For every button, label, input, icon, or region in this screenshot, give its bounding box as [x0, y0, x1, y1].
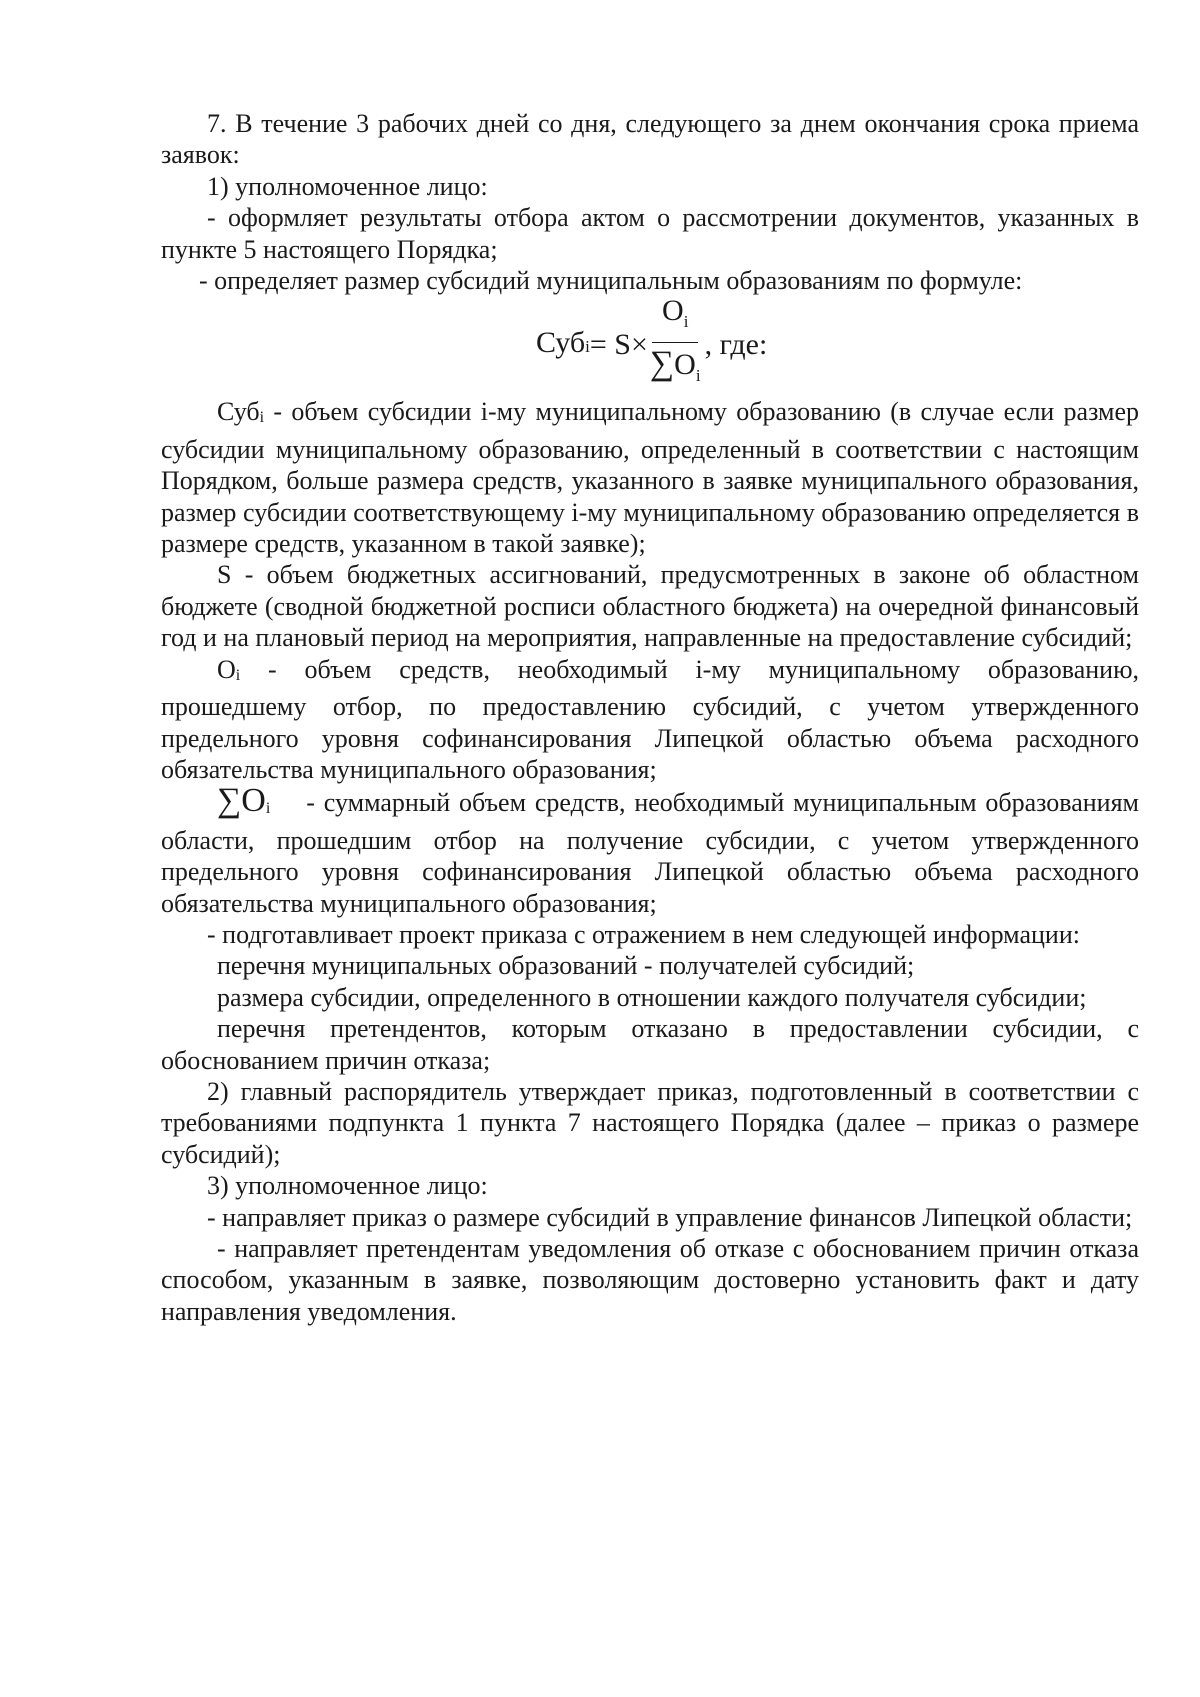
paragraph-7-intro: 7. В течение 3 рабочих дней со дня, следующего за днем окончания срока приема заявок: [161, 109, 1139, 170]
formula-numerator [652, 293, 698, 343]
formula-lhs [536, 327, 590, 362]
formula-denominator [650, 343, 701, 395]
def-o-symbol: O [217, 654, 236, 684]
denominator-symbol: O [674, 348, 696, 382]
def-sub-symbol: Суб [217, 397, 260, 427]
bullet-formula-intro: - определяет размер субсидий муниципальным образованиям по формуле: [199, 266, 1023, 296]
definition-sum-o-i [161, 782, 1139, 919]
def-o-subscript: i [235, 666, 241, 684]
definition-sub-i [161, 396, 1139, 559]
definition-s: S - объем бюджетных ассигнований, предусмотренных в законе об областном бюджете (сводной бюджетной росписи областного бюджета) на очередной финансовый год и на плановый период на мероприятия, направленные на предоставление субсидий; [161, 560, 1139, 653]
formula-expression [536, 294, 768, 388]
bullet-send-order: - направляет приказ о размере субсидий в управление финансов Липецкой области; [207, 1202, 1133, 1232]
formula-equals-s: = S× [589, 327, 648, 361]
document-page [161, 108, 1139, 1327]
definition-o-i [161, 654, 1139, 786]
denominator-subscript: i [695, 366, 701, 386]
subitem-1-heading: 1) уполномоченное лицо: [207, 171, 488, 201]
subitem-2-order-approval: 2) главный распорядитель утверждает приказ, подготовленный в соответствии с требованиями подпункта 1 пункта 7 настоящего Порядка (далее – приказ о размере субсидий); [161, 1076, 1139, 1169]
def-sum-symbol: O [241, 782, 266, 820]
bullet-prepare-order: - подготавливает проект приказа с отражением в нем следующей информации: [207, 919, 1080, 949]
formula-lhs-subscript: i [585, 336, 590, 356]
def-o-text: - объем средств, необходимый i-му муниципальному образованию, прошедшему отбор, по предоставлению субсидий, с учетом утвержденного предельного уровня софинансирования Липецкой областью объема расходного обязательства муниципального образования; [161, 654, 1139, 784]
def-sum-subscript: i [265, 800, 271, 818]
def-sum-sigma: ∑ [217, 782, 242, 820]
info-rejected-applicants: перечня претендентов, которым отказано в предоставлении субсидии, с обоснованием причин отказа; [161, 1014, 1139, 1075]
def-sum-formula [217, 782, 270, 819]
formula-lhs-symbol: Суб [536, 325, 586, 359]
formula-fraction [650, 293, 701, 395]
sigma-symbol: ∑ [649, 345, 675, 383]
bullet-send-notices: - направляет претендентам уведомления об отказе с обоснованием причин отказа способом, указанным в заявке, позволяющим достоверно установить факт и дату направления уведомления. [161, 1234, 1139, 1326]
subsidy-formula [161, 294, 1139, 388]
def-sum-text: - суммарный объем средств, необходимый муниципальным образованиям области, прошедшим отбор на получение субсидии, с учетом утвержденного предельного уровня софинансирования Липецкой областью объема расходного обязательства муниципального образования; [161, 788, 1139, 918]
numerator-subscript: i [683, 312, 689, 332]
def-sub-text: - объем субсидии i-му муниципальному образованию (в случае если размер субсидии муниципальному образованию, определенный в соответствии с настоящим Порядком, больше размера средств, указанного в заявке муниципального образования, размер субсидии соответствующему i-му муниципальному образованию определяется в размере средств, указанном в такой заявке); [161, 397, 1139, 559]
info-list-recipients: перечня муниципальных образований - получателей субсидий; [217, 951, 915, 981]
numerator-symbol: O [662, 294, 684, 328]
subitem-3-heading: 3) уполномоченное лицо: [207, 1171, 488, 1201]
def-sub-subscript: i [259, 409, 265, 427]
info-subsidy-size: размера субсидии, определенного в отношении каждого получателя субсидии; [217, 982, 1087, 1012]
formula-tail: , где: [704, 327, 768, 361]
bullet-act: - оформляет результаты отбора актом о рассмотрении документов, указанных в пункте 5 настоящего Порядка; [161, 203, 1139, 264]
